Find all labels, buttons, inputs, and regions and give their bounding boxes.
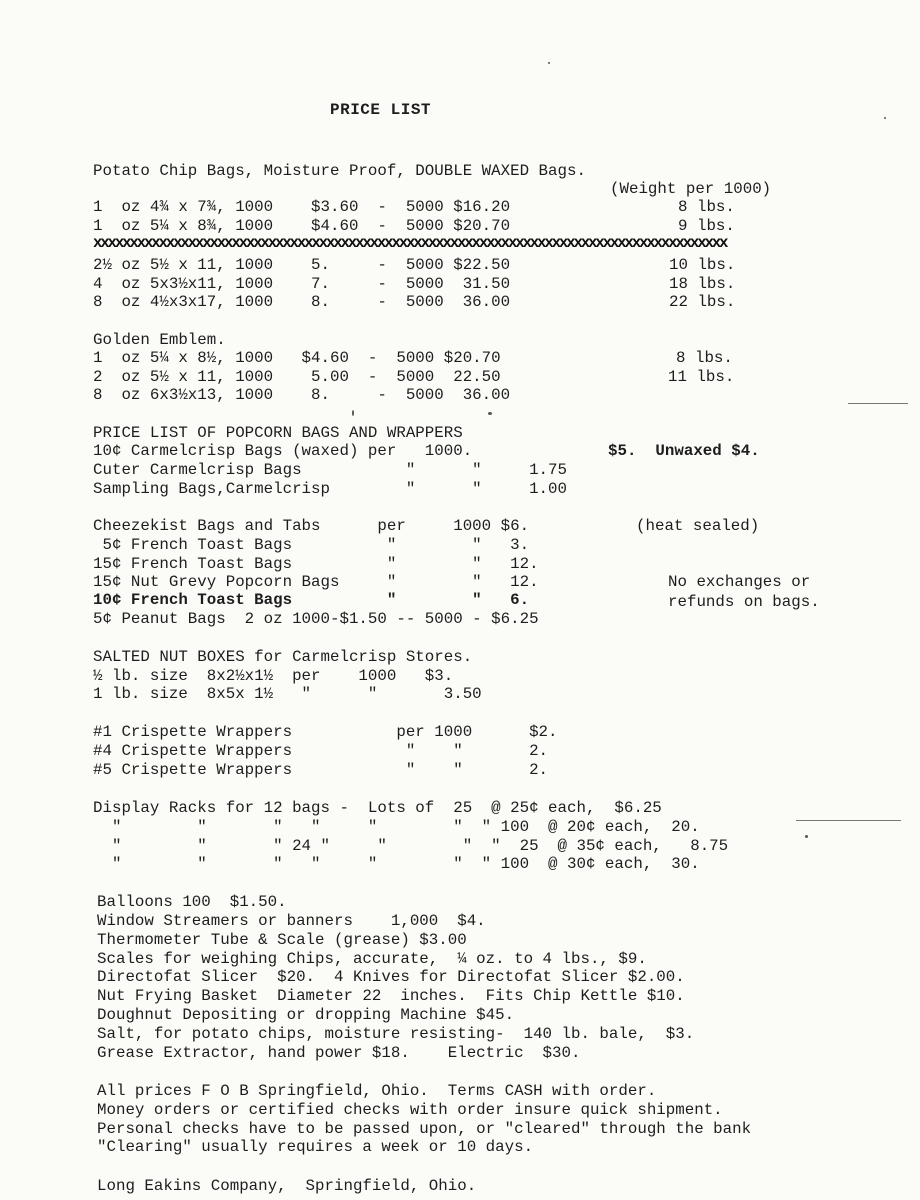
potato-chip-heading: Potato Chip Bags, Moisture Proof, DOUBLE WAXED Bags. (93, 162, 586, 180)
potato-row: 2½ oz 5½ x 11, 1000 5. - 5000 $22.50 (93, 256, 511, 274)
scan-speck (352, 410, 354, 416)
misc-row: Balloons 100 $1.50. (97, 893, 287, 911)
terms-row: Personal checks have to be passed upon, or "cleared" through the bank (97, 1120, 752, 1138)
company-footer: Long Eakins Company, Springfield, Ohio. (97, 1177, 477, 1195)
potato-row-weight: 8 lbs. (678, 198, 735, 216)
crispette-row: #4 Crispette Wrappers " " 2. (93, 742, 549, 760)
weight-header: (Weight per 1000) (610, 180, 772, 198)
page-title: PRICE LIST (330, 101, 432, 119)
misc-row: Thermometer Tube & Scale (grease) $3.00 (97, 931, 467, 949)
popcorn-row: 10¢ Carmelcrisp Bags (waxed) per 1000. (93, 442, 473, 460)
scan-speck (488, 412, 492, 415)
misc-row: Grease Extractor, hand power $18. Electric $30. (97, 1044, 581, 1062)
potato-row: 1 oz 4¾ x 7¾, 1000 $3.60 - 5000 $16.20 (93, 198, 511, 216)
potato-row: 4 oz 5x3½x11, 1000 7. - 5000 31.50 (93, 275, 511, 293)
display-rack-row: Display Racks for 12 bags - Lots of 25 @ 25¢ each, $6.25 (93, 799, 662, 817)
cheezekist-note: refunds on bags. (668, 593, 820, 611)
scan-artifact (848, 403, 908, 404)
popcorn-row: Cuter Carmelcrisp Bags " " 1.75 (93, 461, 567, 479)
cheezekist-row: 15¢ Nut Grevy Popcorn Bags " " 12. (93, 573, 539, 591)
misc-row: Scales for weighing Chips, accurate, ¼ oz. to 4 lbs., $9. (97, 950, 647, 968)
potato-row: 8 oz 4½x3x17, 1000 8. - 5000 36.00 (93, 293, 511, 311)
popcorn-row-price: $5. Unwaxed $4. (608, 442, 760, 460)
potato-row-weight: 18 lbs. (669, 275, 736, 293)
salted-nut-row: ½ lb. size 8x2½x1½ per 1000 $3. (93, 667, 454, 685)
cheezekist-row: 15¢ French Toast Bags " " 12. (93, 555, 539, 573)
cheezekist-note: (heat sealed) (636, 517, 760, 535)
display-rack-row: " " " " " " " 100 @ 20¢ each, 20. (93, 818, 700, 836)
scan-speck (548, 62, 550, 64)
cheezekist-row: Cheezekist Bags and Tabs per 1000 $6. (93, 517, 530, 535)
potato-row-weight: 9 lbs. (678, 217, 735, 235)
scan-speck (884, 117, 886, 119)
cheezekist-row: 10¢ French Toast Bags " " 6. (93, 591, 530, 609)
display-rack-row: " " " 24 " " " " 25 @ 35¢ each, 8.75 (93, 837, 729, 855)
cheezekist-row: 5¢ Peanut Bags 2 oz 1000-$1.50 -- 5000 - $6.25 (93, 610, 539, 628)
golden-emblem-row: 2 oz 5½ x 11, 1000 5.00 - 5000 22.50 (93, 368, 501, 386)
golden-emblem-row: 8 oz 6x3½x13, 1000 8. - 5000 36.00 (93, 386, 511, 404)
struck-out-row: xxxxxxxxxxxxxxxxxxxxxxxxxxxxxxxxxxxxxxxxxxxxxxxxxxxxxxxxxxxxxxxxxxxxxxxxxxxxxxxxxxxxxxx (93, 236, 727, 250)
salted-nut-row: 1 lb. size 8x5x 1½ " " 3.50 (93, 685, 482, 703)
golden-emblem-weight: 8 lbs. (676, 349, 733, 367)
cheezekist-note: No exchanges or (668, 573, 811, 591)
crispette-row: #5 Crispette Wrappers " " 2. (93, 761, 549, 779)
terms-row: "Clearing" usually requires a week or 10 days. (97, 1138, 534, 1156)
terms-row: All prices F O B Springfield, Ohio. Terms CASH with order. (97, 1082, 657, 1100)
golden-emblem-heading: Golden Emblem. (93, 331, 226, 349)
popcorn-heading: PRICE LIST OF POPCORN BAGS AND WRAPPERS (93, 424, 463, 442)
potato-row: 1 oz 5¼ x 8¾, 1000 $4.60 - 5000 $20.70 (93, 217, 511, 235)
terms-row: Money orders or certified checks with order insure quick shipment. (97, 1101, 723, 1119)
display-rack-row: " " " " " " " 100 @ 30¢ each, 30. (93, 855, 700, 873)
scan-artifact (796, 820, 901, 821)
cheezekist-row: 5¢ French Toast Bags " " 3. (93, 536, 530, 554)
popcorn-row: Sampling Bags,Carmelcrisp " " 1.00 (93, 480, 567, 498)
misc-row: Salt, for potato chips, moisture resisting- 140 lb. bale, $3. (97, 1025, 695, 1043)
salted-nut-heading: SALTED NUT BOXES for Carmelcrisp Stores. (93, 648, 473, 666)
misc-row: Directofat Slicer $20. 4 Knives for Directofat Slicer $2.00. (97, 968, 685, 986)
golden-emblem-row: 1 oz 5¼ x 8½, 1000 $4.60 - 5000 $20.70 (93, 349, 501, 367)
misc-row: Window Streamers or banners 1,000 $4. (97, 912, 486, 930)
scan-speck (805, 835, 808, 838)
potato-row-weight: 10 lbs. (669, 256, 736, 274)
misc-row: Nut Frying Basket Diameter 22 inches. Fits Chip Kettle $10. (97, 987, 685, 1005)
misc-row: Doughnut Depositing or dropping Machine $45. (97, 1006, 515, 1024)
golden-emblem-weight: 11 lbs. (668, 368, 735, 386)
crispette-row: #1 Crispette Wrappers per 1000 $2. (93, 723, 558, 741)
potato-row-weight: 22 lbs. (669, 293, 736, 311)
